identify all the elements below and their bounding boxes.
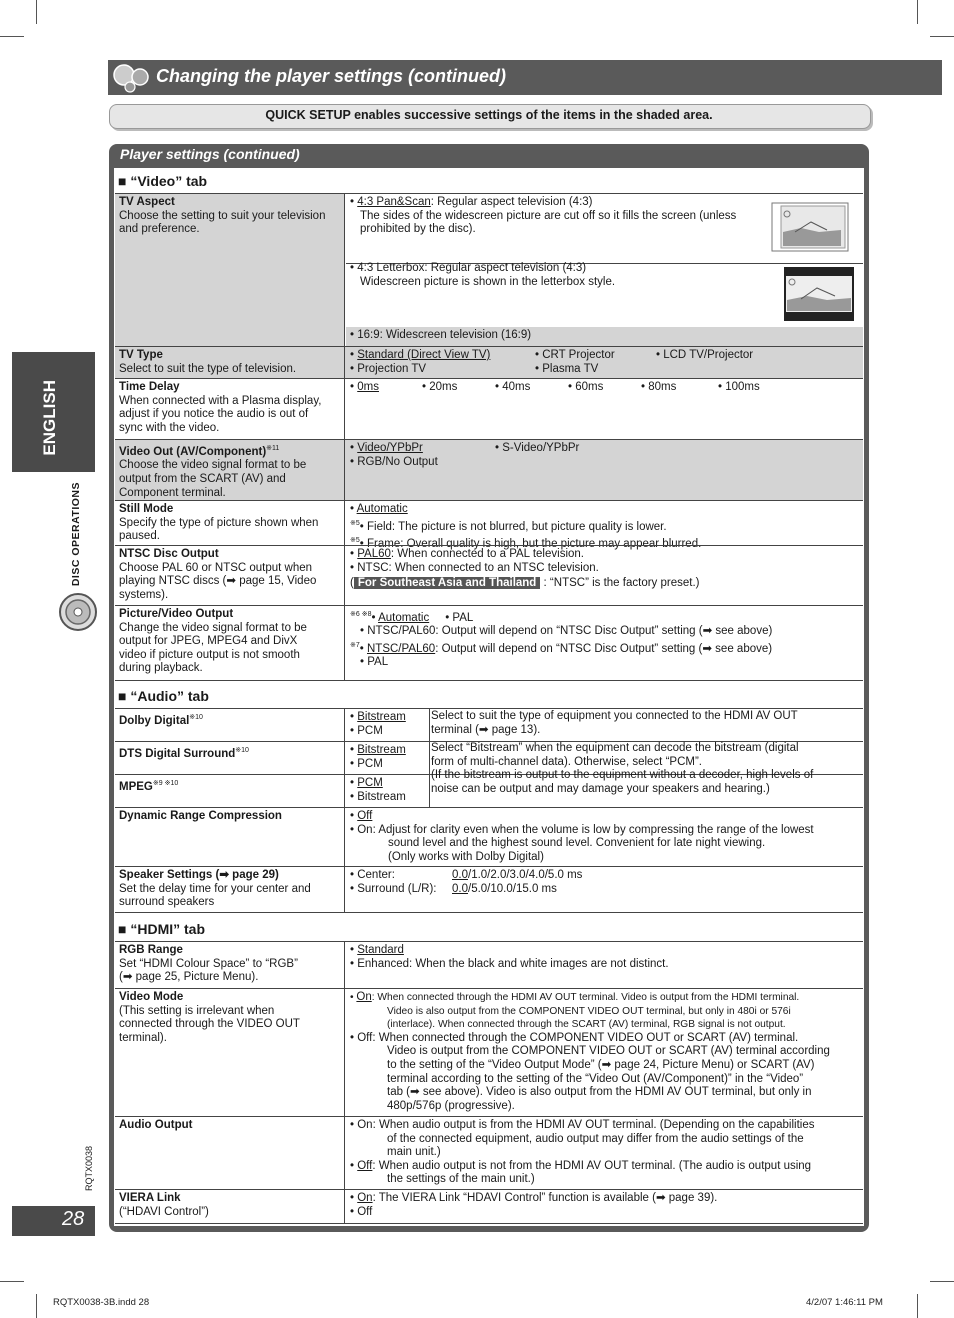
option-bitstream: Bitstream xyxy=(357,711,406,723)
option-pal: • PAL xyxy=(360,656,389,669)
option-text: : When connected to a PAL television. xyxy=(390,548,584,560)
rgb-range-desc: Set “HDMI Colour Space” to “RGB” xyxy=(119,957,298,970)
note-line: Select to suit the type of equipment you connected to the HDMI AV OUT xyxy=(431,710,798,722)
row-dts: DTS Digital Surround$^{※10}$ • Bitstream • PCM xyxy=(115,741,863,774)
still-mode-name: Still Mode xyxy=(119,503,174,515)
option-pcm: PCM xyxy=(357,757,383,770)
option-pcm: PCM xyxy=(357,724,383,737)
pan-scan-tv-image xyxy=(771,202,849,252)
row-mpeg: $MPEG^{※9 ※10}$ • PCM • Bitstream xyxy=(115,774,863,807)
picture-video-desc: output for JPEG, MPEG4 and DivX xyxy=(119,635,298,648)
row-speaker-settings: Speaker Settings (➡ page 29) Set the delay time for your center and surround speakers • Center: 0.0/1.0/2.0/3.0/4.0/5.0 ms • Surround (L/R): 0.0/5.0/10.0/15.0 ms xyxy=(115,866,863,913)
region-badge: For Southeast Asia and Thailand xyxy=(354,577,541,589)
video-out-name: Video Out (AV/Component) xyxy=(119,445,267,458)
option-widescreen: 16:9: Widescreen television (16:9) xyxy=(357,329,532,341)
tv-aspect-desc: Choose the setting to suit your television xyxy=(119,209,326,222)
still-mode-desc: paused. xyxy=(119,530,160,543)
option-automatic: Automatic xyxy=(356,503,408,515)
speaker-name: Speaker Settings (➡ page 29) xyxy=(119,869,279,881)
row-viera-link: VIERA Link (“HDAVI Control”) • On: The VIERA Link “HDAVI Control” function is available (➡ page 39). • Off xyxy=(115,1189,863,1224)
option-automatic: Automatic xyxy=(378,611,430,624)
center-default: 0.0 xyxy=(452,869,468,881)
row-ntsc-disc-output: NTSC Disc Output Choose PAL 60 or NTSC output when playing NTSC discs (➡ page 15, Video systems). • PAL60: When connected to a PAL television. • NTSC: When connected to an NTSC television. ( For Southeast Asia and Thailand : “NTSC” is the factory preset.) xyxy=(115,545,863,605)
footnote-ref: ※11 xyxy=(266,445,280,452)
audio-tab-heading: ■ “Audio” tab xyxy=(118,688,209,704)
option-text: prohibited by the disc). xyxy=(360,223,476,236)
surround-values: /5.0/10.0/15.0 ms xyxy=(468,882,557,895)
note-line: (If the bitstream is output to the equipment without a decoder, high levels of xyxy=(431,769,814,782)
picture-video-desc: during playback. xyxy=(119,662,203,675)
option-ntsc: NTSC: When connected to an NTSC television. xyxy=(357,561,599,574)
option-text: tab (➡ see above). Video is also output from the HDMI AV OUT terminal, but only in xyxy=(387,1086,812,1099)
option-plasma: Plasma TV xyxy=(542,362,599,375)
row-dolby-digital: Dolby Digital$^{※10}$ • Bitstream • PCM xyxy=(115,708,863,741)
note-line: terminal (➡ page 13). xyxy=(431,723,541,736)
doc-code: RQTX0038 xyxy=(84,1146,94,1192)
ntsc-desc: playing NTSC discs (➡ page 15, Video xyxy=(119,575,317,588)
row-drc: Dynamic Range Compression • Off • On: Adjust for clarity even when the volume is low by compressing the range of the lowest sound level and the highest sound level. Convenient for late night viewing. (Only works with Dolby Digital) xyxy=(115,807,863,866)
option-text: sound level and the highest sound level. Convenient for late night viewing. xyxy=(388,837,766,850)
video-tab-heading: ■ “Video” tab xyxy=(118,173,208,189)
page-number: 28 xyxy=(62,1208,85,1230)
footnote-ref: ※7 xyxy=(350,642,360,650)
option-text: Video is output from the COMPONENT VIDEO OUT or SCART (AV) terminal according xyxy=(387,1045,830,1058)
rgb-range-name: RGB Range xyxy=(119,944,183,956)
option-enhanced: Enhanced: When the black and white images are not distinct. xyxy=(357,957,669,970)
option-text: of the connected equipment, audio output may differ from the audio settings of the xyxy=(387,1132,804,1145)
option-ntsc-pal60-auto: • NTSC/PAL60: Output will depend on “NTSC Disc Output” setting (➡ see above) xyxy=(360,625,773,638)
option-20ms: 20ms xyxy=(429,381,458,393)
ntsc-desc: Choose PAL 60 or NTSC output when xyxy=(119,561,313,574)
option-text: terminal according to the setting of the “Video Out (AV/Component)” in the “Video” xyxy=(387,1072,804,1085)
ntsc-name: NTSC Disc Output xyxy=(119,548,219,560)
option-text: the settings of the main unit.) xyxy=(387,1173,535,1186)
option-text: Video is also output from the COMPONENT VIDEO OUT terminal, but only in 480i or 576i xyxy=(387,1005,791,1017)
option-text: : When connected through the HDMI AV OUT terminal. Video is output from the HDMI terminal. xyxy=(371,992,800,1003)
option-pcm: PCM xyxy=(357,777,383,789)
option-field: Field: The picture is not blurred, but picture quality is lower. xyxy=(367,520,667,533)
language-label: ENGLISH xyxy=(40,380,59,456)
section-title: Player settings (continued) xyxy=(120,146,300,162)
option-standard: Standard xyxy=(357,944,404,956)
disc-operations-icon xyxy=(58,592,98,632)
note-line: Select “Bitstream” when the equipment can decode the bitstream (digital xyxy=(431,742,799,755)
option-text: (Only works with Dolby Digital) xyxy=(388,850,544,863)
option-text: : The VIERA Link “HDAVI Control” function is available (➡ page 39). xyxy=(372,1192,718,1204)
video-mode-name: Video Mode xyxy=(119,991,184,1003)
hdmi-tab-heading: ■ “HDMI” tab xyxy=(118,921,206,937)
footnote-ref: ※6 ※8 xyxy=(350,611,372,618)
option-direct-view: Standard (Direct View TV) xyxy=(357,349,491,361)
section-label: DISC OPERATIONS xyxy=(70,482,82,587)
time-delay-desc: adjust if you notice the audio is out of xyxy=(119,408,309,421)
ntsc-desc: systems). xyxy=(119,588,169,601)
surround-default: 0.0 xyxy=(452,882,468,895)
option-text: main unit.) xyxy=(387,1146,441,1159)
viera-link-desc: (“HDAVI Control”) xyxy=(119,1205,209,1218)
option-text: : “NTSC” is the factory preset.) xyxy=(543,577,700,590)
option-text: : When audio output is not from the HDMI AV OUT terminal. (The audio is output using xyxy=(372,1159,812,1172)
tv-type-name: TV Type xyxy=(119,349,163,361)
footnote-ref: ※5 xyxy=(350,537,360,545)
option-letterbox: 4:3 Letterbox: Regular aspect television (4:3) xyxy=(357,262,587,274)
footnote-ref: ※10 xyxy=(235,747,249,754)
row-tv-aspect: TV Aspect Choose the setting to suit your television and preference. • 4:3 Pan&Scan: Regular aspect television (4:3) The sides of the widescreen picture are cut off so it fills the screen (unless prohibited by the disc). • 4:3 Letterbox: Regular aspect television (4:3) Widescreen picture is shown in the letterbox style. • 16:9: Widescreen television (16:9) xyxy=(115,193,863,346)
option-text: Widescreen picture is shown in the letterbox style. xyxy=(360,275,616,288)
footer-timestamp: 4/2/07 1:46:11 PM xyxy=(806,1297,883,1308)
footnote-ref: ※9 ※10 xyxy=(152,780,179,787)
still-mode-desc: Specify the type of picture shown when xyxy=(119,516,319,529)
option-pal60: PAL60 xyxy=(357,548,391,560)
option-on: On xyxy=(356,991,372,1003)
surround-label: Surround (L/R): xyxy=(357,882,437,895)
footnote-ref: ※5 xyxy=(350,519,360,527)
center-values: /1.0/2.0/3.0/4.0/5.0 ms xyxy=(468,869,583,881)
option-text: : Regular aspect television (4:3) xyxy=(430,196,593,208)
video-out-desc: Component terminal. xyxy=(119,486,226,499)
option-text: : Output will depend on “NTSC Disc Output” setting (➡ see above) xyxy=(435,642,773,655)
video-mode-desc: connected through the VIDEO OUT xyxy=(119,1018,300,1031)
option-crt: CRT Projector xyxy=(542,349,615,361)
video-out-desc: output from the SCART (AV) and xyxy=(119,473,286,486)
bubbles-icon xyxy=(112,63,152,93)
option-0ms: 0ms xyxy=(357,381,379,393)
row-picture-video-output: Picture/Video Output Change the video signal format to be output for JPEG, MPEG4 and DivX video if picture output is not smooth during playback. $^{※6 ※8}$• Automatic • PAL • NTSC/PAL60: Output will depend on “NTSC Disc Output” setting (➡ see above) $^{※7}$• NTSC/PAL60: Output will depend on “NTSC Disc Output” setting (➡ see above) • PAL xyxy=(115,605,863,681)
mpeg-name: MPEG xyxy=(119,780,153,793)
audio-format-note xyxy=(431,710,859,797)
option-rgb: RGB/No Output xyxy=(357,455,438,468)
video-out-desc: Choose the video signal format to be xyxy=(119,459,307,472)
option-bitstream: Bitstream xyxy=(357,744,406,756)
footer-file: RQTX0038-3B.indd 28 xyxy=(53,1297,150,1308)
option-off: Off xyxy=(357,1205,373,1218)
option-lcd: LCD TV/Projector xyxy=(663,349,754,361)
option-svideo-ypbpr: S-Video/YPbPr xyxy=(502,442,580,454)
row-video-mode: Video Mode (This setting is irrelevant when connected through the VIDEO OUT terminal). • On: When connected through the HDMI AV OUT terminal. Video is output from the HDMI terminal. Video is also output from the COMPONENT VIDEO OUT terminal, but only in 480i or 576i (interlace). When connected through the SCART (AV) terminal, RGB signal is not output. • Off: When connected through the COMPONENT VIDEO OUT or SCART (AV) terminal. Video is output from the COMPONENT VIDEO OUT or SCART (AV) terminal according to the setting of the “Video Output Mode” (➡ page 24, Picture Menu) or SCART (AV) terminal according to the setting of the “Video Out (AV/Component)” in the “Video” tab (➡ see above). Video is also output from the HDMI AV OUT terminal, but only in 480p/576p (progressive). xyxy=(115,988,863,1116)
option-pan-scan: 4:3 Pan&Scan xyxy=(357,196,431,208)
rgb-range-desc: (➡ page 25, Picture Menu). xyxy=(119,971,259,984)
option-off: Off xyxy=(357,810,373,822)
option-on: On: When audio output is from the HDMI AV OUT terminal. (Depending on the capabilities xyxy=(357,1119,815,1131)
video-mode-desc: terminal). xyxy=(119,1031,167,1044)
option-100ms: 100ms xyxy=(725,381,760,393)
center-label: Center: xyxy=(357,869,395,881)
footnote-ref: ※10 xyxy=(189,714,203,721)
option-pal: • PAL xyxy=(445,611,474,624)
speaker-desc: surround speakers xyxy=(119,896,215,909)
quick-setup-note: QUICK SETUP enables successive settings of the items in the shaded area. xyxy=(265,108,713,122)
note-line: form of multi-channel data). Otherwise, select “PCM”. xyxy=(431,755,702,768)
time-delay-name: Time Delay xyxy=(119,381,180,393)
option-bitstream: Bitstream xyxy=(357,790,406,803)
picture-video-desc: video if picture output is not smooth xyxy=(119,648,300,661)
dts-name: DTS Digital Surround xyxy=(119,747,236,760)
row-video-out: Video Out (AV/Component)$^{※11}$ Choose the video signal format to be output from the SCART (AV) and Component terminal. • Video/YPbPr • S-Video/YPbPr • RGB/No Output xyxy=(115,439,863,500)
option-text: to the setting of the “Video Output Mode” (➡ page 24, Picture Menu) or SCART (AV) xyxy=(387,1058,815,1071)
video-mode-desc: (This setting is irrelevant when xyxy=(119,1004,275,1017)
viera-link-name: VIERA Link xyxy=(119,1192,181,1204)
picture-video-name: Picture/Video Output xyxy=(119,608,234,620)
option-on: On: Adjust for clarity even when the volume is low by compressing the range of the lowest xyxy=(357,823,814,836)
audio-output-name: Audio Output xyxy=(119,1119,193,1131)
option-on: On xyxy=(357,1192,373,1204)
option-text: The sides of the widescreen picture are cut off so it fills the screen (unless xyxy=(360,209,737,222)
note-line: noise can be output and may damage your speakers and hearing.) xyxy=(431,782,770,795)
picture-video-desc: Change the video signal format to be xyxy=(119,621,307,634)
option-80ms: 80ms xyxy=(648,381,677,393)
row-rgb-range: RGB Range Set “HDMI Colour Space” to “RGB” (➡ page 25, Picture Menu). • Standard • Enhanced: When the black and white images are not distinct. xyxy=(115,941,863,988)
dolby-name: Dolby Digital xyxy=(119,714,190,727)
option-ntsc-pal60: NTSC/PAL60 xyxy=(367,642,436,655)
page-title: Changing the player settings (continued) xyxy=(156,66,507,86)
option-video-ypbpr: Video/YPbPr xyxy=(357,442,423,454)
option-text: (interlace). When connected through the SCART (AV) terminal, RGB signal is not output. xyxy=(387,1019,786,1031)
option-40ms: 40ms xyxy=(502,381,531,393)
option-60ms: 60ms xyxy=(575,381,604,393)
option-off: Off: When connected through the COMPONENT VIDEO OUT or SCART (AV) terminal. xyxy=(357,1031,799,1044)
tv-type-desc: Select to suit the type of television. xyxy=(119,362,297,375)
tv-aspect-name: TV Aspect xyxy=(119,196,175,208)
time-delay-desc: When connected with a Plasma display, xyxy=(119,394,322,407)
option-frame: Frame: Overall quality is high, but the picture may appear blurred. xyxy=(367,537,702,550)
time-delay-desc: sync with the video. xyxy=(119,421,220,434)
row-audio-output: Audio Output • On: When audio output is from the HDMI AV OUT terminal. (Depending on the capabilities of the connected equipment, audio output may differ from the audio settings of the main unit.) • Off: When audio output is not from the HDMI AV OUT terminal. (The audio is output using the settings of the main unit.) xyxy=(115,1116,863,1189)
row-tv-type: TV Type Select to suit the type of television. • Standard (Direct View TV) • CRT Projector • LCD TV/Projector • Projection TV • Plasma TV xyxy=(115,346,863,378)
tv-aspect-desc: and preference. xyxy=(119,223,200,236)
option-projection: Projection TV xyxy=(357,362,427,375)
row-time-delay: Time Delay When connected with a Plasma display, adjust if you notice the audio is out of sync with the video. • 0ms • 20ms • 40ms • 60ms • 80ms • 100ms xyxy=(115,378,863,439)
option-text: 480p/576p (progressive). xyxy=(387,1099,515,1112)
speaker-desc: Set the delay time for your center and xyxy=(119,882,311,895)
option-off: Off xyxy=(357,1159,373,1172)
row-still-mode: Still Mode Specify the type of picture shown when paused. • Automatic $^{※5}$• Field: The picture is not blurred, but picture quality is lower. $^{※5}$• Frame: Overall quality is high, but the picture may appear blurred. xyxy=(115,500,863,545)
drc-name: Dynamic Range Compression xyxy=(119,810,282,822)
letterbox-tv-image xyxy=(783,266,855,322)
